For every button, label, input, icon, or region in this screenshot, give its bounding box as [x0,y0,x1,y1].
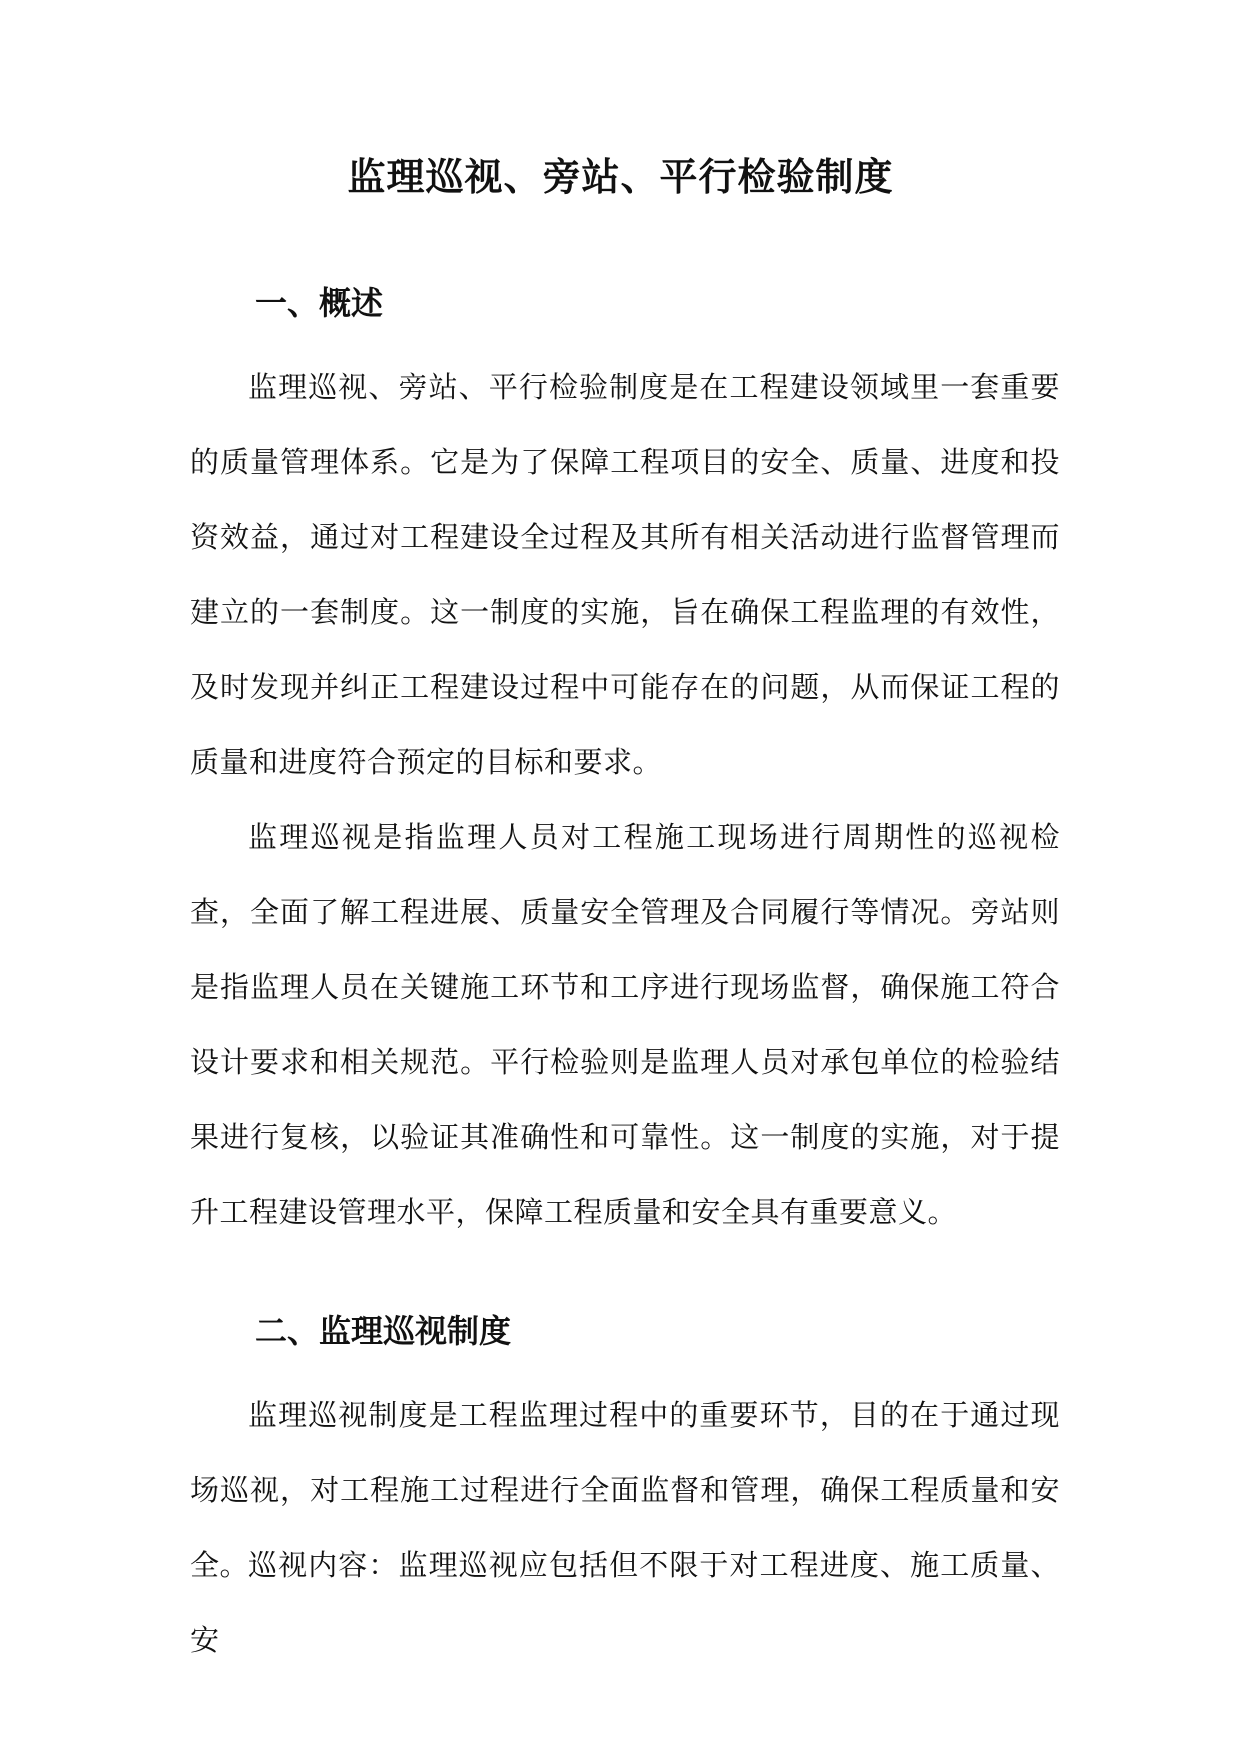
paragraph: 监理巡视是指监理人员对工程施工现场进行周期性的巡视检查，全面了解工程进展、质量安全管理及合同履行等情况。旁站则是指监理人员在关键施工环节和工序进行现场监督，确保施工符合设计要求和相关规范。平行检验则是监理人员对承包单位的检验结果进行复核，以验证其准确性和可靠性。这一制度的实施，对于提升工程建设管理水平，保障工程质量和安全具有重要意义。 [190,820,1060,1229]
paragraph: 监理巡视、旁站、平行检验制度是在工程建设领域里一套重要的质量管理体系。它是为了保障工程项目的安全、质量、进度和投资效益，通过对工程建设全过程及其所有相关活动进行监督管理而建立的一套制度。这一制度的实施，旨在确保工程监理的有效性，及时发现并纠正工程建设过程中可能存在的问题，从而保证工程的质量和进度符合预定的目标和要求。 [190,370,1060,779]
section-heading-overview: 一、概述 [255,284,384,322]
document-title: 监理巡视、旁站、平行检验制度 [347,154,894,199]
paragraph: 巡视内容：监理巡视应包括但不限于对工程进度、施工质量、安 [190,1548,1060,1657]
paragraph: 监理巡视制度是工程监理过程中的重要环节，目的在于通过现场巡视，对工程施工过程进行全面监督和管理，确保工程质量和安全。 [190,1398,1060,1582]
section-heading-inspection-system: 二、监理巡视制度 [255,1312,512,1350]
